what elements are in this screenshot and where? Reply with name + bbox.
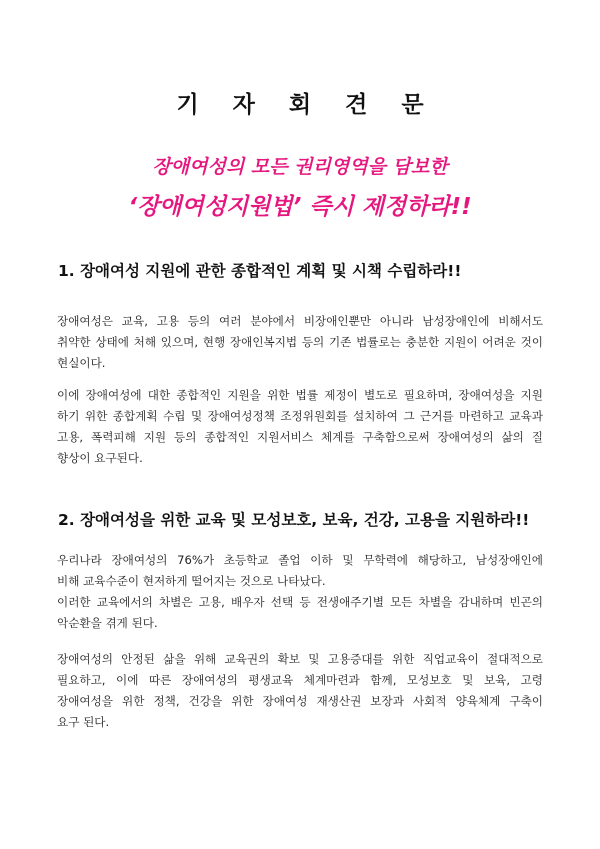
section-2-paragraph-1: [57, 550, 543, 634]
document-title: 기 자 회 견 문: [176, 92, 437, 118]
section-2-paragraph-2: [57, 649, 543, 733]
subtitle-line-2: ‘장애여성지원법’ 즉시 제정하라!!: [128, 194, 472, 220]
text-line: 고용, 폭력피해 지원 등의 종합적인 지원서비스 체계를 구축함으로써 장애여성의 삶의 질: [57, 430, 543, 444]
text-line: 장애여성의 안정된 삶을 위해 교육권의 확보 및 고용증대를 위한 직업교육이 절대적으로: [57, 652, 543, 666]
text-line: 이에 장애여성에 대한 종합적인 지원을 위한 법률 제정이 별도로 필요하며, 장애여성을 지원: [57, 388, 543, 402]
section-2-heading: 2. 장애여성을 위한 교육 및 모성보호, 보육, 건강, 고용을 지원하라!!: [58, 511, 530, 529]
text-line: 악순환을 겪게 된다.: [57, 616, 158, 630]
section-1-heading: 1. 장애여성 지원에 관한 종합적인 계획 및 시책 수립하라!!: [58, 262, 462, 280]
section-1-paragraph-2: [57, 385, 543, 469]
text-line: 요구 된다.: [57, 715, 110, 729]
text-line: 비해 교육수준이 현저하게 떨어지는 것으로 나타났다.: [57, 574, 326, 588]
text-line: 현실이다.: [57, 356, 106, 370]
text-line: 이러한 교육에서의 차별은 고용, 배우자 선택 등 전생애주기별 모든 차별을 감내하며 빈곤의: [57, 595, 543, 609]
text-line: 필요하고, 이에 따른 장애여성의 평생교육 체계마련과 함께, 모성보호 및 보육, 고령: [57, 673, 543, 687]
text-line: 향상이 요구된다.: [57, 451, 143, 465]
text-line: 우리나라 장애여성의 76%가 초등학교 졸업 이하 및 무학력에 해당하고, 남성장애인에: [57, 553, 543, 567]
text-line: 장애여성을 위한 정책, 건강을 위한 장애여성 재생산권 보장과 사회적 양육체계 구축이: [57, 694, 543, 708]
subtitle-line-1: 장애여성의 모든 권리영역을 담보한: [152, 156, 448, 178]
text-line: 장애여성은 교육, 고용 등의 여러 분야에서 비장애인뿐만 아니라 남성장애인에 비해서도: [57, 314, 543, 328]
section-1-paragraph-1: [57, 311, 543, 374]
text-line: 취약한 상태에 처해 있으며, 현행 장애인복지법 등의 기존 법률로는 충분한 지원이 어려운 것이: [57, 335, 543, 349]
text-line: 하기 위한 종합계획 수립 및 장애여성정책 조정위원회를 설치하여 그 근거를 마련하고 교육과: [57, 409, 543, 423]
